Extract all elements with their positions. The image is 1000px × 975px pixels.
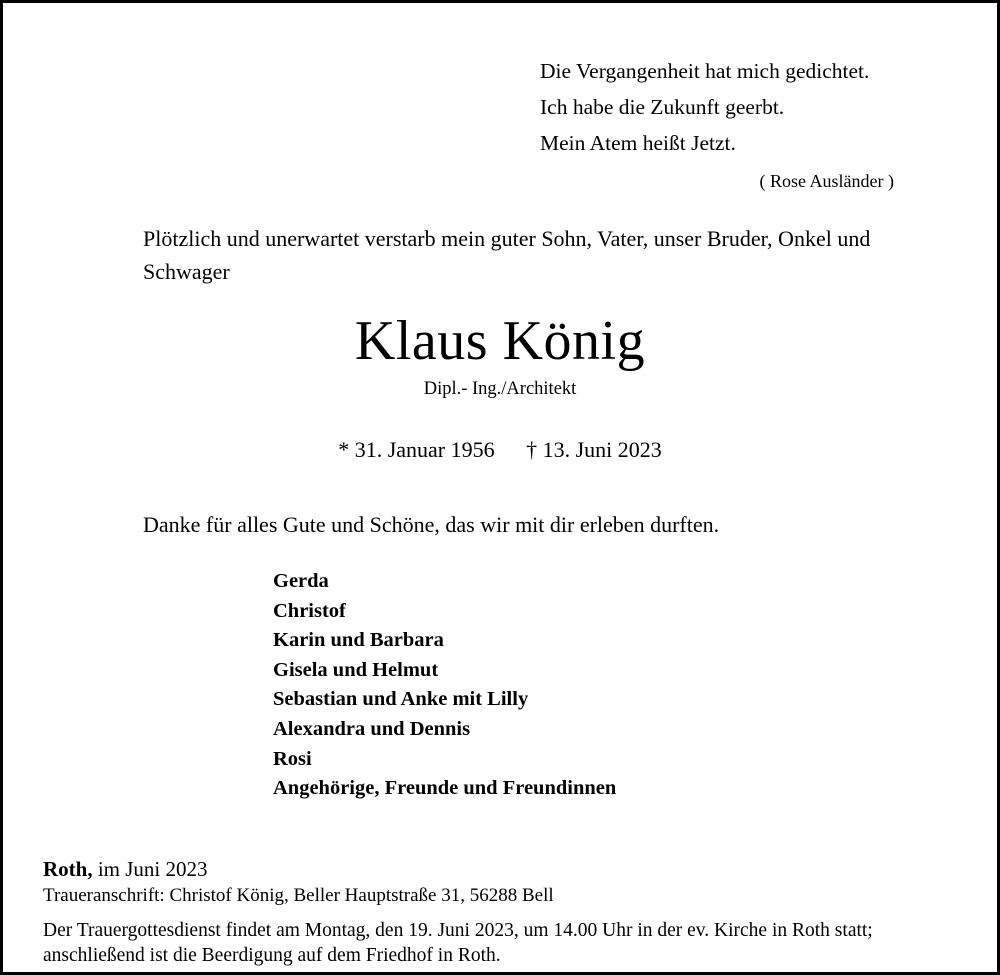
poem-line-3: Mein Atem heißt Jetzt. bbox=[540, 131, 736, 155]
death-date: † 13. Juni 2023 bbox=[526, 437, 662, 462]
deceased-profession: Dipl.- Ing./Architekt bbox=[423, 379, 577, 399]
survivors-list bbox=[273, 567, 873, 804]
list-item: Angehörige, Freunde und Freundinnen bbox=[273, 777, 617, 800]
service-line-1: Der Trauergottesdienst findet am Montag, den 19. Juni 2023, um 14.00 Uhr in der ev. Kirche in Roth statt; bbox=[43, 920, 873, 941]
list-item: Christof bbox=[273, 599, 346, 622]
life-dates bbox=[3, 435, 997, 465]
announcement-text: Plötzlich und unerwartet verstarb mein guter Sohn, Vater, unser Bruder, Onkel und Schwager bbox=[143, 226, 871, 284]
service-details bbox=[43, 918, 973, 968]
poem-block bbox=[540, 53, 960, 193]
poem-line-1: Die Vergangenheit hat mich gedichtet. bbox=[540, 59, 870, 83]
list-item: Alexandra und Dennis bbox=[273, 717, 471, 740]
service-line-2: anschließend ist die Beerdigung auf dem Friedhof in Roth. bbox=[43, 945, 501, 966]
place-and-date bbox=[43, 855, 973, 883]
list-item: Gisela und Helmut bbox=[273, 658, 439, 681]
birth-date: * 31. Januar 1956 bbox=[338, 437, 495, 462]
mourning-address: Traueranschrift: Christof König, Beller Hauptstraße 31, 56288 Bell bbox=[43, 885, 554, 906]
place-name: Roth, bbox=[43, 857, 93, 881]
list-item: Rosi bbox=[273, 747, 312, 770]
name-block bbox=[3, 310, 997, 402]
poem-line-2: Ich habe die Zukunft geerbt. bbox=[540, 95, 785, 119]
thanks-text: Danke für alles Gute und Schöne, das wir mit dir erleben durften. bbox=[143, 512, 720, 537]
list-item: Gerda bbox=[273, 570, 329, 592]
poem-attribution: ( Rose Ausländer ) bbox=[759, 171, 894, 191]
footer-block bbox=[43, 855, 973, 968]
list-item: Sebastian und Anke mit Lilly bbox=[273, 688, 529, 711]
deceased-name: Klaus König bbox=[354, 310, 646, 372]
list-item: Karin und Barbara bbox=[273, 629, 444, 652]
place-date: im Juni 2023 bbox=[97, 857, 208, 881]
